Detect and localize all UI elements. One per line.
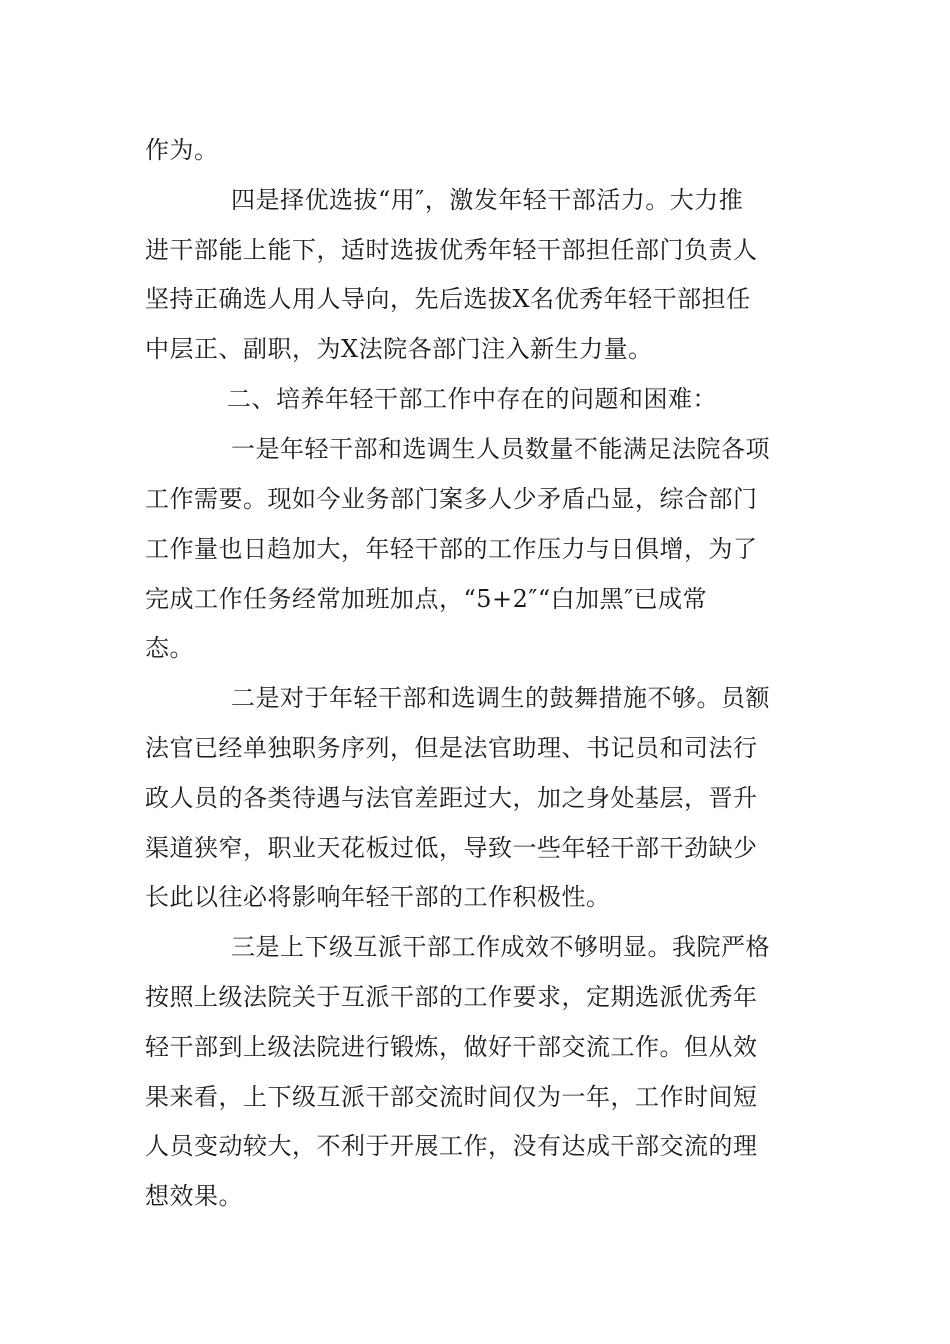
text-line: 完成工作任务经常加班加点，“5+2″“白加黑″已成常 (145, 585, 708, 613)
text-line: 工作量也日趋加大，年轻干部的工作压力与日俱增，为了 (145, 535, 758, 563)
text-line: 人员变动较大，不利于开展工作，没有达成干部交流的理 (145, 1132, 758, 1160)
paragraph-start-line: 四是择优选拔“用″，激发年轻干部活力。大力推 (231, 186, 744, 214)
text-line: 按照上级法院关于互派干部的工作要求，定期选派优秀年 (145, 983, 758, 1011)
paragraph-start-line: 三是上下级互派干部工作成效不够明显。我院严格 (231, 933, 770, 961)
text-line: 想效果。 (145, 1182, 243, 1210)
paragraph-start-line: 二是对于年轻干部和选调生的鼓舞措施不够。员额 (231, 684, 770, 712)
text-line: 法官已经单独职务序列，但是法官助理、书记员和司法行 (145, 734, 758, 762)
text-line: 轻干部到上级法院进行锻炼，做好干部交流工作。但从效 (145, 1033, 758, 1061)
text-line: 坚持正确选人用人导向，先后选拔X名优秀年轻干部担任 (145, 285, 751, 313)
text-line: 政人员的各类待遇与法官差距过大，加之身处基层，晋升 (145, 784, 758, 812)
text-line: 进干部能上能下，适时选拔优秀年轻干部担任部门负责人 (145, 236, 758, 264)
section-heading: 二、培养年轻干部工作中存在的问题和困难： (227, 385, 717, 413)
text-line: 态。 (145, 634, 194, 662)
text-line: 渠道狭窄，职业天花板过低，导致一些年轻干部干劲缺少 (145, 834, 758, 862)
text-line: 中层正、副职，为X法院各部门注入新生力量。 (145, 335, 653, 363)
text-line: 果来看，上下级互派干部交流时间仅为一年，工作时间短 (145, 1083, 758, 1111)
text-line: 作为。 (145, 136, 219, 164)
text-line: 长此以往必将影响年轻干部的工作积极性。 (145, 883, 611, 911)
text-line: 工作需要。现如今业务部门案多人少矛盾凸显，综合部门 (145, 485, 758, 513)
paragraph-start-line: 一是年轻干部和选调生人员数量不能满足法院各项 (231, 435, 770, 463)
